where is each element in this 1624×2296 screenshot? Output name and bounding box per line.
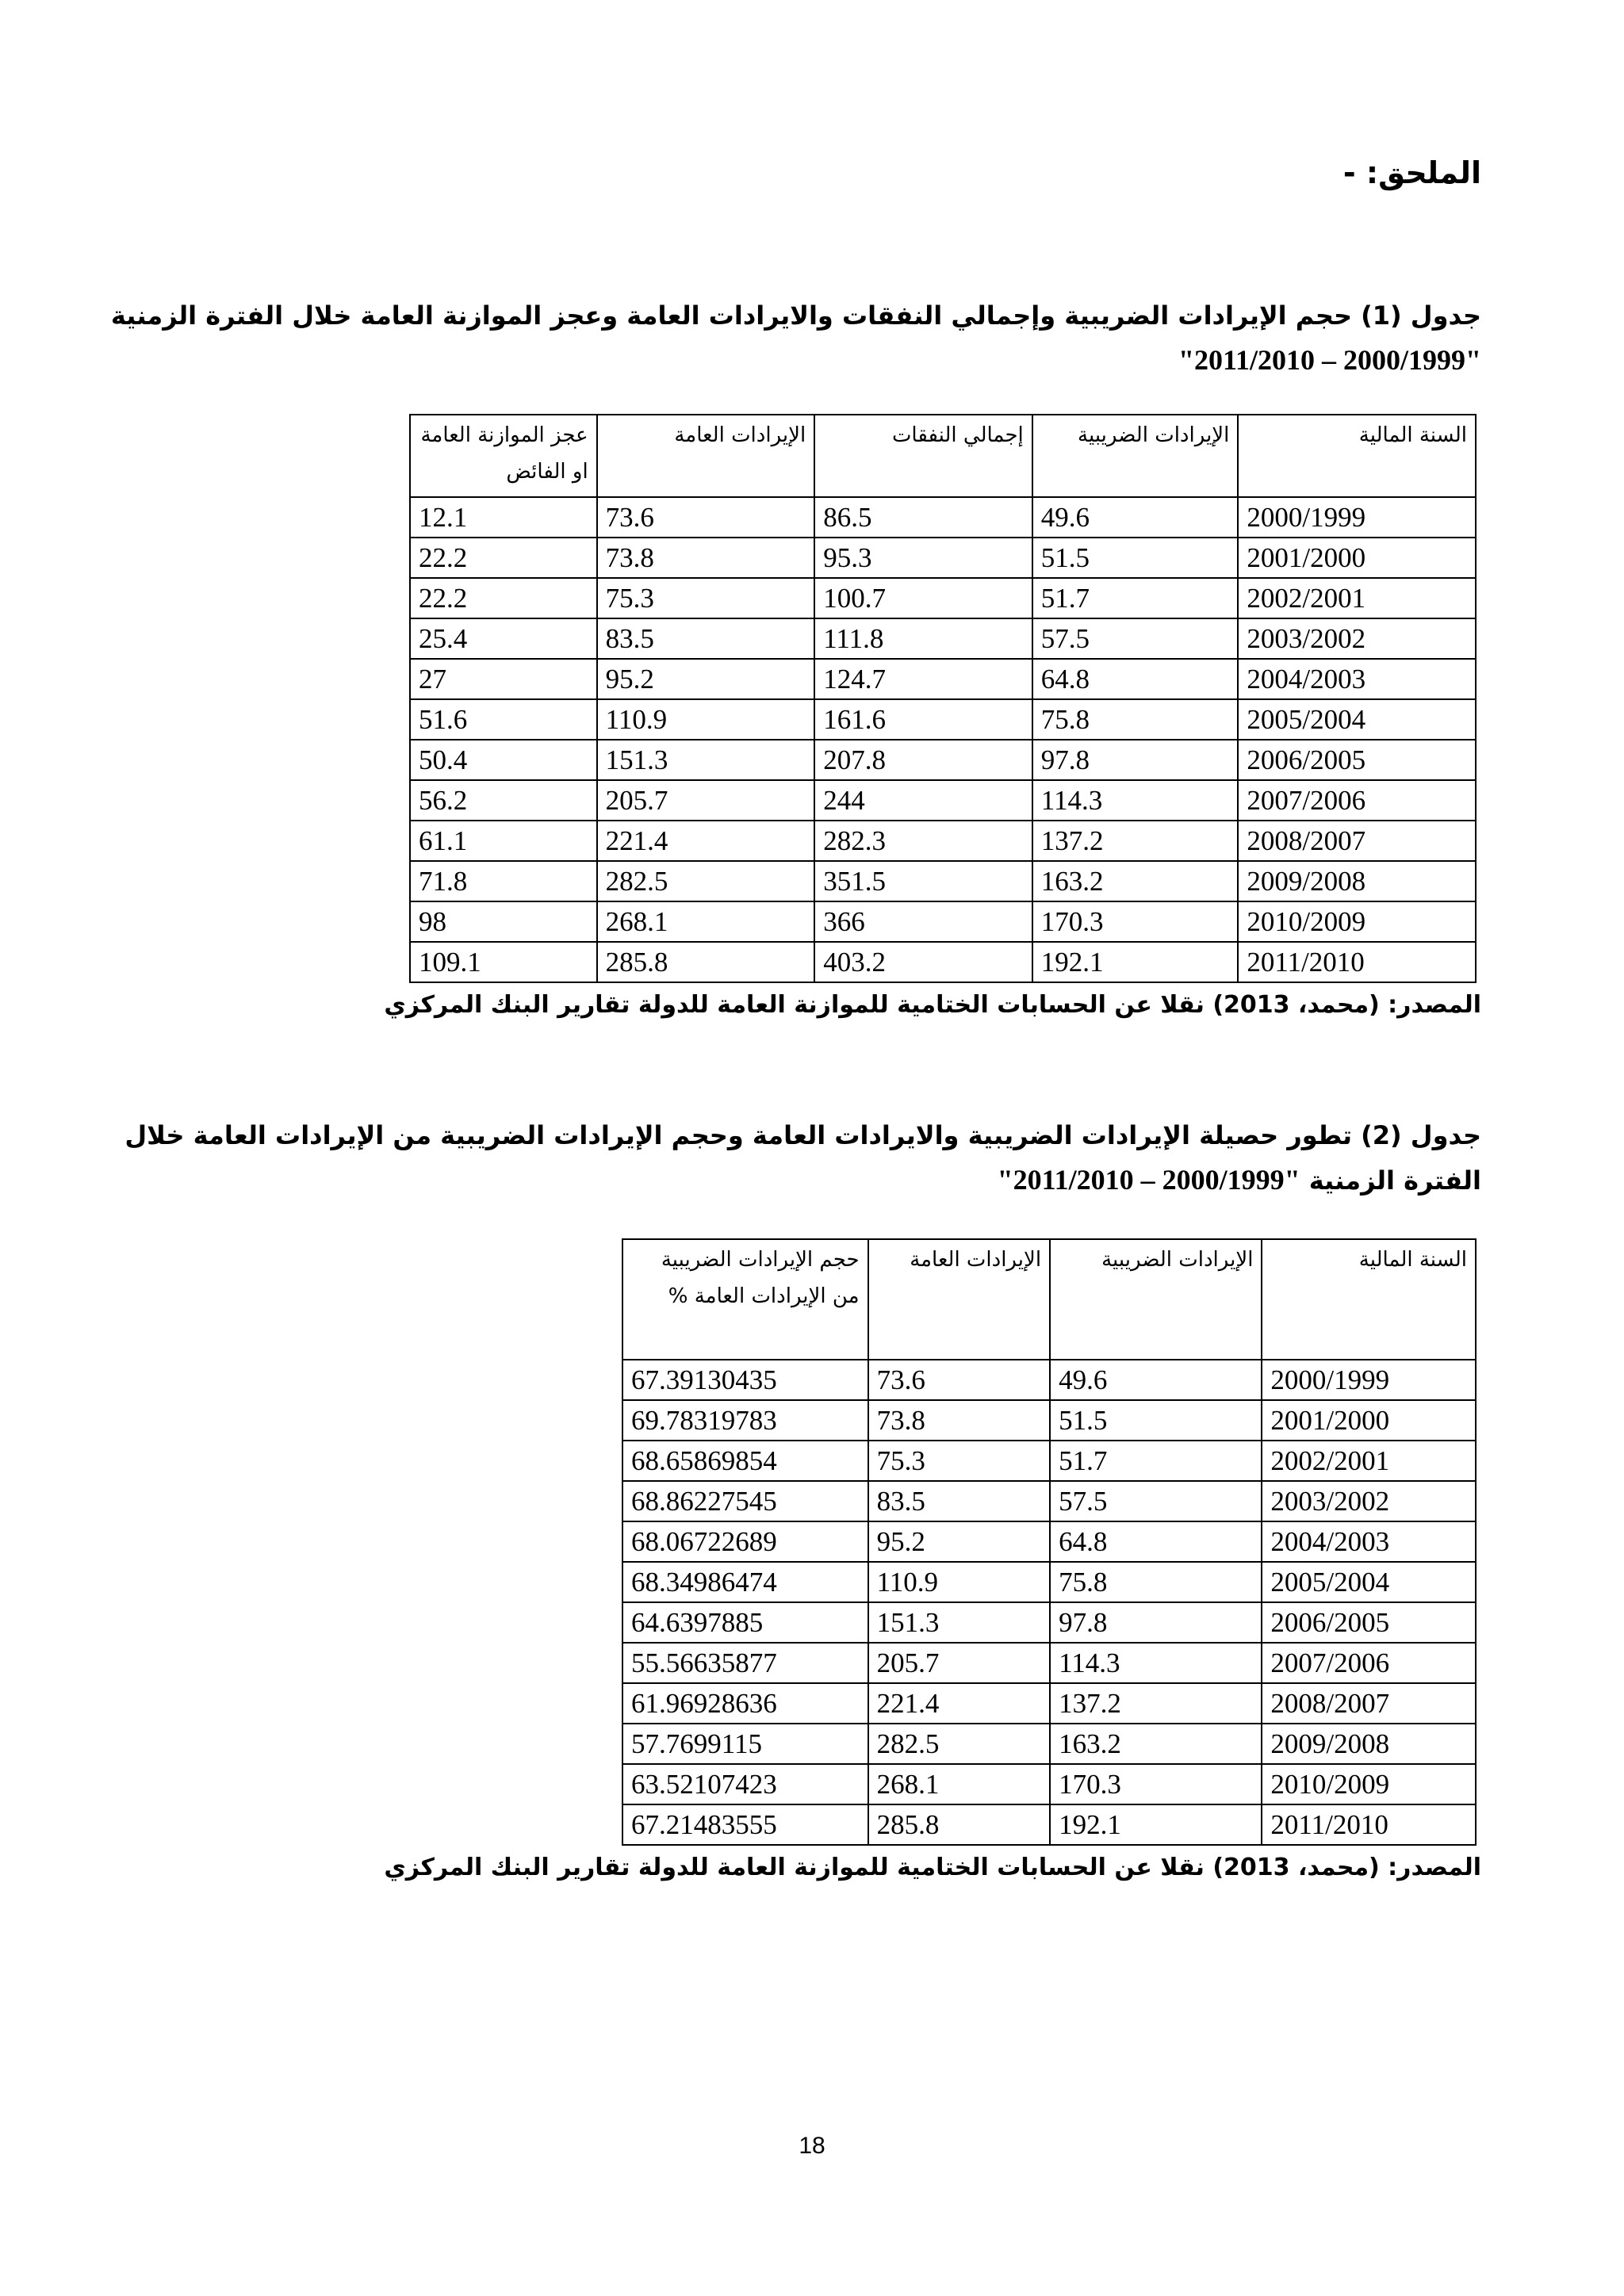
table-cell-value: 151.3 — [868, 1602, 1051, 1643]
table-cell-value: 57.7699115 — [622, 1724, 868, 1764]
table-cell-value: 205.7 — [868, 1643, 1051, 1683]
table1-body — [410, 497, 1476, 982]
table-cell-value: 73.6 — [597, 497, 815, 538]
table-cell-value: 137.2 — [1050, 1683, 1262, 1724]
table-row — [622, 1724, 1476, 1764]
table-row — [622, 1521, 1476, 1562]
table-cell-value: 151.3 — [597, 740, 815, 780]
table-cell-value: 83.5 — [868, 1481, 1051, 1521]
table-row — [410, 780, 1476, 821]
table-cell-value: 25.4 — [410, 618, 597, 659]
table2-caption — [124, 1113, 1481, 1203]
table-row — [622, 1764, 1476, 1804]
table-cell-value: 51.7 — [1032, 578, 1239, 618]
table1-header-fiscal-year: السنة المالية — [1238, 415, 1476, 497]
table2-header-row — [622, 1239, 1476, 1360]
table2-header-fiscal-year: السنة المالية — [1262, 1239, 1476, 1360]
table-cell-value: 83.5 — [597, 618, 815, 659]
table-cell-value: 205.7 — [597, 780, 815, 821]
table1-caption — [110, 293, 1481, 383]
table2-body — [622, 1360, 1476, 1845]
table-row — [410, 618, 1476, 659]
table1-header-tax-revenue: الإيرادات الضريبية — [1032, 415, 1239, 497]
table-cell-value: 221.4 — [868, 1683, 1051, 1724]
table-cell-value: 285.8 — [868, 1804, 1051, 1845]
table-cell-value: 86.5 — [814, 497, 1032, 538]
table-row — [622, 1602, 1476, 1643]
table-cell-value: 110.9 — [868, 1562, 1051, 1602]
table-cell-value: 163.2 — [1032, 861, 1239, 901]
table-row — [622, 1360, 1476, 1400]
table-row — [410, 861, 1476, 901]
table-cell-value: 61.1 — [410, 821, 597, 861]
table-cell-value: 403.2 — [814, 942, 1032, 982]
table-cell-value: 27 — [410, 659, 597, 699]
table-cell-value: 110.9 — [597, 699, 815, 740]
table-cell-year: 2001/2000 — [1262, 1400, 1476, 1441]
table-cell-year: 2009/2008 — [1262, 1724, 1476, 1764]
table-cell-value: 100.7 — [814, 578, 1032, 618]
table-row — [410, 578, 1476, 618]
table-cell-value: 22.2 — [410, 538, 597, 578]
table2 — [622, 1238, 1477, 1846]
table-cell-value: 111.8 — [814, 618, 1032, 659]
table-row — [410, 497, 1476, 538]
table-row — [622, 1562, 1476, 1602]
table-cell-value: 55.56635877 — [622, 1643, 868, 1683]
table-cell-value: 285.8 — [597, 942, 815, 982]
table1-header-total-expenditure: إجمالي النفقات — [814, 415, 1032, 497]
table-cell-year: 2000/1999 — [1262, 1360, 1476, 1400]
table-cell-value: 282.5 — [597, 861, 815, 901]
table-cell-value: 73.8 — [868, 1400, 1051, 1441]
table-cell-value: 268.1 — [597, 901, 815, 942]
table2-header-public-revenue: الإيرادات العامة — [868, 1239, 1051, 1360]
table2-header-tax-revenue: الإيرادات الضريبية — [1050, 1239, 1262, 1360]
table-cell-value: 63.52107423 — [622, 1764, 868, 1804]
table-cell-year: 2004/2003 — [1238, 659, 1476, 699]
table-cell-value: 51.6 — [410, 699, 597, 740]
table-cell-year: 2011/2010 — [1238, 942, 1476, 982]
table-cell-value: 61.96928636 — [622, 1683, 868, 1724]
table-row — [622, 1481, 1476, 1521]
table-cell-value: 69.78319783 — [622, 1400, 868, 1441]
page-number: 18 — [799, 2133, 825, 2159]
table-row — [622, 1400, 1476, 1441]
table-cell-value: 64.8 — [1032, 659, 1239, 699]
table-cell-value: 192.1 — [1050, 1804, 1262, 1845]
table-cell-value: 50.4 — [410, 740, 597, 780]
table1-caption-line1: جدول (1) حجم الإيرادات الضريبية وإجمالي النفقات والايرادات العامة وعجز الموازنة العامة خلال الفترة الزمنية — [110, 300, 1481, 331]
table-cell-value: 67.39130435 — [622, 1360, 868, 1400]
table-cell-value: 68.86227545 — [622, 1481, 868, 1521]
table-cell-value: 75.3 — [597, 578, 815, 618]
table-cell-year: 2005/2004 — [1238, 699, 1476, 740]
table-cell-value: 124.7 — [814, 659, 1032, 699]
table-row — [410, 821, 1476, 861]
table-cell-year: 2009/2008 — [1238, 861, 1476, 901]
table-cell-value: 51.5 — [1032, 538, 1239, 578]
table-cell-value: 244 — [814, 780, 1032, 821]
table-row — [410, 740, 1476, 780]
table-cell-value: 170.3 — [1050, 1764, 1262, 1804]
appendix-heading: الملحق: - — [1342, 155, 1481, 190]
table-cell-value: 22.2 — [410, 578, 597, 618]
table-cell-value: 68.06722689 — [622, 1521, 868, 1562]
table-row — [410, 901, 1476, 942]
table-cell-value: 207.8 — [814, 740, 1032, 780]
table2-caption-line1: جدول (2) تطور حصيلة الإيرادات الضريبية والايرادات العامة وحجم الإيرادات الضريبية من الإيرادات العامة خلال — [124, 1120, 1481, 1150]
table-row — [622, 1643, 1476, 1683]
table-cell-value: 75.3 — [868, 1441, 1051, 1481]
table-cell-year: 2002/2001 — [1238, 578, 1476, 618]
table-cell-value: 75.8 — [1032, 699, 1239, 740]
table2-caption-period-text: الفترة الزمنية — [1308, 1165, 1481, 1196]
table-cell-value: 221.4 — [597, 821, 815, 861]
table-cell-value: 170.3 — [1032, 901, 1239, 942]
table-cell-year: 2011/2010 — [1262, 1804, 1476, 1845]
table-cell-value: 268.1 — [868, 1764, 1051, 1804]
table-cell-value: 75.8 — [1050, 1562, 1262, 1602]
table1-header-budget-deficit: عجز الموازنة العامة او الفائض — [410, 415, 597, 497]
table-cell-value: 98 — [410, 901, 597, 942]
table-cell-value: 351.5 — [814, 861, 1032, 901]
table-cell-value: 71.8 — [410, 861, 597, 901]
table-cell-value: 73.6 — [868, 1360, 1051, 1400]
table1-header-public-revenue: الإيرادات العامة — [597, 415, 815, 497]
table2-source: المصدر: (محمد، 2013) نقلا عن الحسابات الختامية للموازنة العامة للدولة تقارير البنك المركزي — [384, 1854, 1481, 1881]
table-cell-year: 2007/2006 — [1238, 780, 1476, 821]
table-cell-year: 2008/2007 — [1262, 1683, 1476, 1724]
table-cell-year: 2003/2002 — [1238, 618, 1476, 659]
table2-header-tax-share: حجم الإيرادات الضريبية من الإيرادات العامة % — [622, 1239, 868, 1360]
table1-caption-years: "2011/2010 – 2000/1999" — [1178, 344, 1481, 376]
table-cell-value: 95.2 — [597, 659, 815, 699]
table-row — [410, 659, 1476, 699]
table-cell-value: 64.6397885 — [622, 1602, 868, 1643]
table-cell-value: 95.3 — [814, 538, 1032, 578]
table-row — [622, 1683, 1476, 1724]
table-cell-value: 109.1 — [410, 942, 597, 982]
table1-source: المصدر: (محمد، 2013) نقلا عن الحسابات الختامية للموازنة العامة للدولة تقارير البنك المركزي — [384, 991, 1481, 1019]
table-cell-value: 137.2 — [1032, 821, 1239, 861]
table-cell-value: 49.6 — [1032, 497, 1239, 538]
table-cell-value: 366 — [814, 901, 1032, 942]
table-cell-year: 2006/2005 — [1262, 1602, 1476, 1643]
table-cell-year: 2000/1999 — [1238, 497, 1476, 538]
table-row — [410, 942, 1476, 982]
table-row — [410, 699, 1476, 740]
table-cell-value: 95.2 — [868, 1521, 1051, 1562]
table-cell-year: 2008/2007 — [1238, 821, 1476, 861]
table-cell-year: 2010/2009 — [1262, 1764, 1476, 1804]
table-cell-year: 2002/2001 — [1262, 1441, 1476, 1481]
table-row — [622, 1441, 1476, 1481]
table-cell-value: 67.21483555 — [622, 1804, 868, 1845]
table1 — [409, 414, 1477, 983]
table-cell-value: 73.8 — [597, 538, 815, 578]
table-cell-value: 68.34986474 — [622, 1562, 868, 1602]
table-cell-value: 282.3 — [814, 821, 1032, 861]
table-cell-year: 2007/2006 — [1262, 1643, 1476, 1683]
table-cell-value: 282.5 — [868, 1724, 1051, 1764]
table-cell-year: 2010/2009 — [1238, 901, 1476, 942]
table-row — [622, 1804, 1476, 1845]
table-cell-value: 56.2 — [410, 780, 597, 821]
table2-caption-years: "2011/2010 – 2000/1999" — [997, 1164, 1300, 1196]
table-cell-year: 2003/2002 — [1262, 1481, 1476, 1521]
table-cell-year: 2005/2004 — [1262, 1562, 1476, 1602]
table-cell-value: 51.7 — [1050, 1441, 1262, 1481]
table-cell-year: 2001/2000 — [1238, 538, 1476, 578]
table-cell-value: 68.65869854 — [622, 1441, 868, 1481]
table-cell-value: 57.5 — [1050, 1481, 1262, 1521]
table-cell-value: 163.2 — [1050, 1724, 1262, 1764]
table-cell-value: 114.3 — [1050, 1643, 1262, 1683]
table-cell-value: 192.1 — [1032, 942, 1239, 982]
table-cell-value: 64.8 — [1050, 1521, 1262, 1562]
table-cell-value: 51.5 — [1050, 1400, 1262, 1441]
table-cell-value: 97.8 — [1032, 740, 1239, 780]
table-cell-year: 2004/2003 — [1262, 1521, 1476, 1562]
table-cell-value: 97.8 — [1050, 1602, 1262, 1643]
table-cell-value: 12.1 — [410, 497, 597, 538]
table1-header-row — [410, 415, 1476, 497]
table-cell-year: 2006/2005 — [1238, 740, 1476, 780]
table-row — [410, 538, 1476, 578]
table-cell-value: 49.6 — [1050, 1360, 1262, 1400]
table-cell-value: 161.6 — [814, 699, 1032, 740]
table-cell-value: 57.5 — [1032, 618, 1239, 659]
table-cell-value: 114.3 — [1032, 780, 1239, 821]
